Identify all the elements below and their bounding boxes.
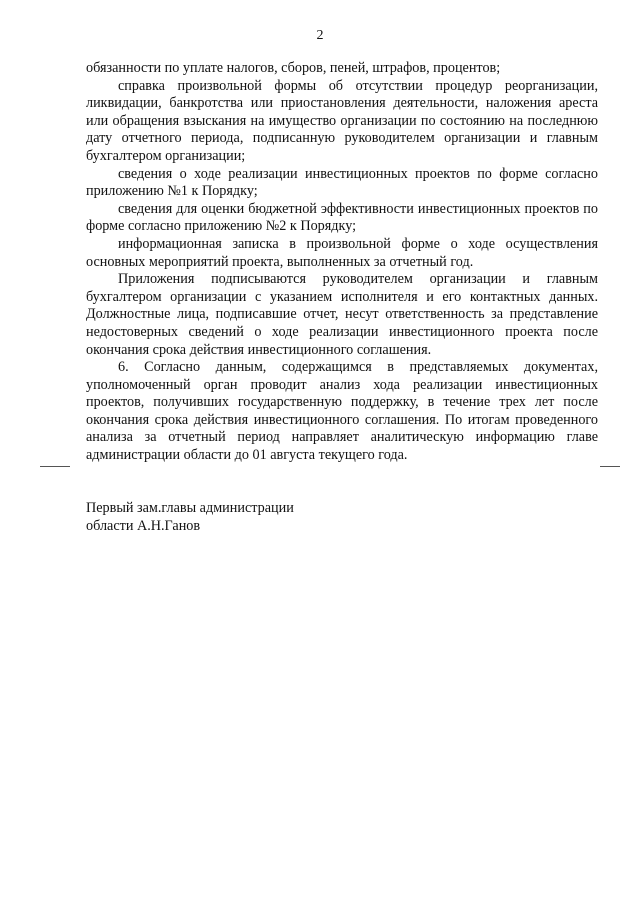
document-body — [86, 60, 598, 465]
paragraph-certificate: справка произвольной формы об отсутствии процедур реорганизации, ликвидации, банкротства или приостановления деятельности, наложения ареста или обращения взыскания на имущество организации по состоянию на последнюю дату отчетного периода, подписанную руководителем организации и главным бухгалтером организации; — [86, 77, 598, 164]
paragraph-project-progress: сведения о ходе реализации инвестиционных проектов по форме согласно приложению №1 к Порядку; — [86, 165, 598, 200]
paragraph-appendices: Приложения подписываются руководителем организации и главным бухгалтером организации с указанием исполнителя и его контактных данных. Должностные лица, подписавшие отчет, несут ответственность за представление недостоверных сведений о ходе реализации инвестиционного проекта после окончания срока действия инвестиционного соглашения. — [86, 271, 598, 358]
signature-name: области А.Н.Ганов — [86, 517, 201, 534]
scan-artifact-line — [600, 466, 620, 467]
signature-block — [86, 500, 486, 535]
paragraph-info-note: информационная записка в произвольной форме о ходе осуществления основных мероприятий проекта, выполненных за отчетный год. — [86, 235, 598, 270]
paragraph-section-6: 6. Согласно данным, содержащимся в представляемых документах, уполномоченный орган проводит анализ хода реализации инвестиционных проектов, получивших государственную поддержку, в течение трех лет после окончания срока действия инвестиционного соглашения. По итогам проведенного анализа за отчетный период направляет аналитическую информацию главе администрации области до 01 августа текущего года. — [86, 359, 598, 464]
page-number: 2 — [316, 28, 324, 43]
scan-artifact-line — [40, 466, 70, 467]
signature-position: Первый зам.главы администрации — [86, 500, 294, 516]
paragraph-budget-efficiency: сведения для оценки бюджетной эффективности инвестиционных проектов по форме согласно приложению №2 к Порядку; — [86, 200, 598, 235]
paragraph-tax-obligations: обязанности по уплате налогов, сборов, пеней, штрафов, процентов; — [86, 60, 501, 76]
